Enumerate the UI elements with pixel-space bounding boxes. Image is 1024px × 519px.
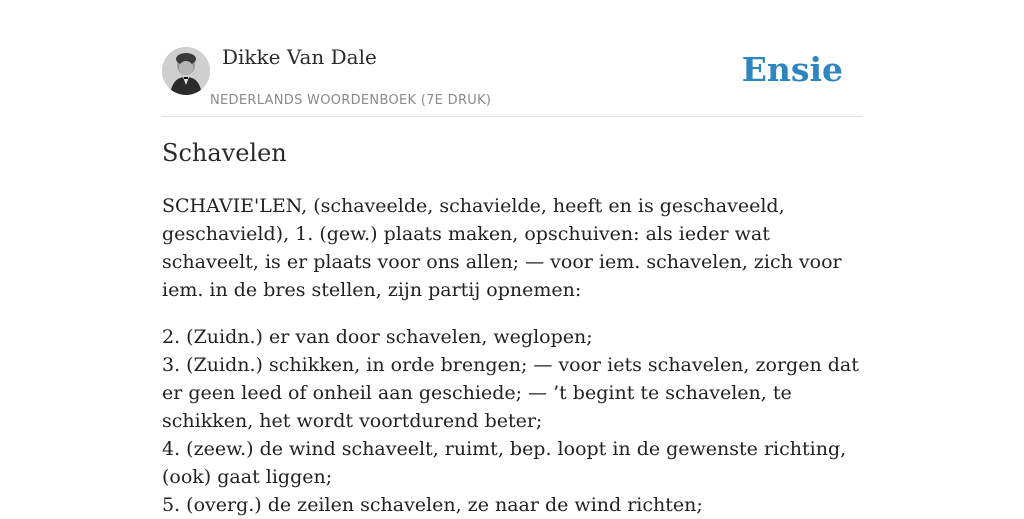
author-name[interactable]: Dikke Van Dale [222, 45, 377, 69]
ensie-logo[interactable]: Ensie [741, 50, 843, 89]
sense-item: 5. (overg.) de zeilen schavelen, ze naar de wind richten; [162, 494, 703, 516]
sense-item: 4. (zeew.) de wind schaveelt, ruimt, bep. loopt in de gewenste richting, (ook) gaat liggen; [162, 438, 847, 488]
author-avatar[interactable] [162, 47, 210, 95]
entry-body [162, 192, 862, 519]
page-container [162, 0, 862, 516]
sense-item: 3. (Zuidn.) schikken, in orde brengen; — voor iets schavelen, zorgen dat er geen leed of onheil aan geschiede; — ’t begint te schavelen, te schikken, het wordt voortdurend beter; [162, 354, 859, 432]
entry-header [162, 0, 862, 117]
sense-item: 2. (Zuidn.) er van door schavelen, weglopen; [162, 326, 593, 348]
sense-list [162, 323, 862, 519]
source-label: NEDERLANDS WOORDENBOEK (7E DRUK) [210, 93, 492, 108]
portrait-icon [162, 47, 210, 95]
entry-intro: SCHAVIE'LEN, (schaveelde, schavielde, heeft en is geschaveeld, geschavield), 1. (gew.) plaats maken, opschuiven: als ieder wat schaveelt, is er plaats voor ons allen; — voor iem. schavelen, zich voor iem. in de bres stellen, zijn partij opnemen: [162, 195, 842, 301]
entry-title: Schavelen [162, 139, 287, 167]
